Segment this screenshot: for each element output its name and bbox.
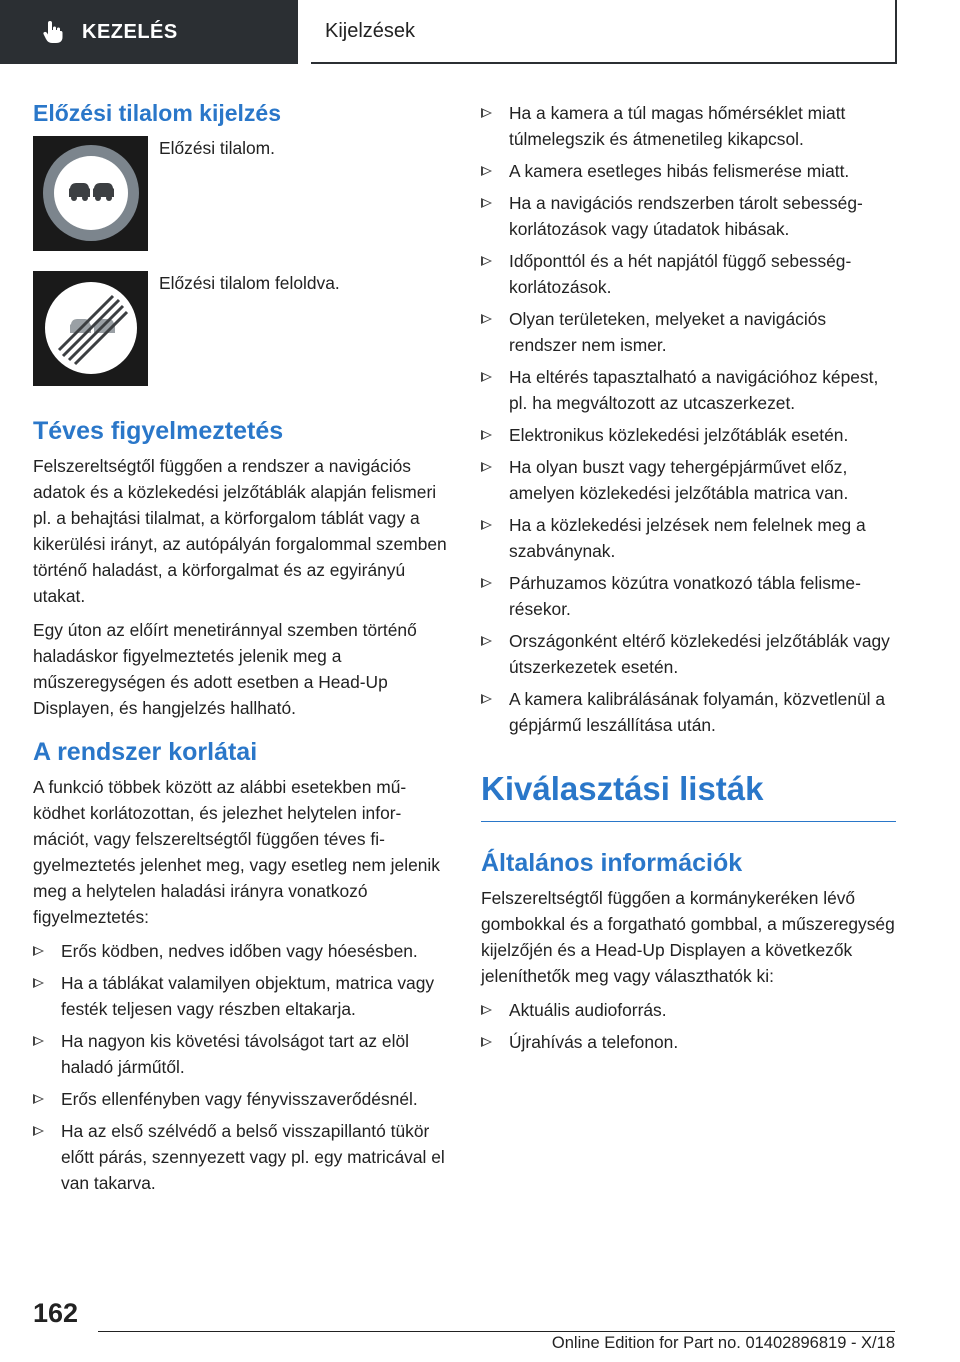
list-item-text: Ha az első szélvédő a belső visszapillantó tükör előtt párás, szennyezett vagy pl. egy matricával el van takarva. (61, 1121, 445, 1194)
list-item (481, 422, 896, 448)
footer-edition: Online Edition for Part no. 01402896819 - X/18 (551, 1334, 895, 1352)
bullet-triangle-icon (33, 978, 44, 988)
bullet-triangle-icon (481, 314, 492, 324)
bullet-triangle-icon (481, 108, 492, 118)
list-item (481, 248, 896, 300)
list-item-text: Párhuzamos közútra vonatkozó tábla felismerésekor. (509, 573, 861, 619)
list-item (481, 190, 896, 242)
chapter-heading-selection-lists: Kiválasztási listák (481, 770, 764, 807)
limits-list (33, 938, 448, 1196)
bullet-triangle-icon (33, 946, 44, 956)
bullet-triangle-icon (481, 372, 492, 382)
list-item (33, 938, 448, 964)
bullet-triangle-icon (481, 578, 492, 588)
list-item (481, 570, 896, 622)
list-item (481, 158, 896, 184)
list-item-text: Időponttól és a hét napjától függő sebességkorlátozások. (509, 251, 852, 297)
bullet-triangle-icon (481, 166, 492, 176)
bullet-triangle-icon (481, 636, 492, 646)
bullet-triangle-icon (481, 430, 492, 440)
no-overtaking-sign-icon (33, 136, 148, 251)
left-column (33, 100, 448, 1202)
paragraph: A funkció többek között az alábbi esetekben működhet korlátozottan, és jelezhet helytelen információt, vagy felszereltségtől függően téves figyelmeztetés jelenhet meg, vagy esetleg nem jelenik meg a helytelen haladási irányra vonatkozó figyelmeztetés: (33, 777, 440, 928)
list-item-text: Ha eltérés tapasztalható a navigációhoz képest, pl. ha megváltozott az utcaszerkezet. (509, 367, 879, 413)
paragraph: Egy úton az előírt menetiránnyal szemben történő haladáskor figyelmeztetés jelenik meg a műszeregységen és adott esetben a Head-Up Displayen, és hangjelzés hallható. (33, 619, 417, 718)
header-section-tab (0, 0, 298, 64)
paragraph: Felszereltségtől függően a kormánykeréken lévő gombokkal és a forgatható gombbal, a műszeregység kijelzőjén és a Head-Up Displayen a következők jeleníthetők meg vagy választhatók ki: (481, 888, 895, 987)
list-item (481, 997, 896, 1023)
section-title-false-warning: Téves figyelmeztetés (33, 416, 284, 445)
chapter-title: Kijelzések (325, 19, 416, 42)
list-item-text: Ha a navigációs rendszerben tárolt sebességkorlátozások vagy útadatok hibásak. (509, 193, 863, 239)
hand-pointer-icon (40, 19, 66, 45)
list-item-text: Országonként eltérő közlekedési jelzőtáblák vagy útszerkezetek esetén. (509, 631, 890, 677)
list-item-text: Elektronikus közlekedési jelzőtáblák esetén. (509, 425, 849, 445)
bullet-triangle-icon (33, 1126, 44, 1136)
list-item-text: A kamera esetleges hibás felismerése miatt. (509, 161, 850, 181)
limits-list-continued (481, 100, 896, 738)
list-item-text: Újrahívás a telefonon. (509, 1032, 679, 1053)
paragraph: Felszereltségtől függően a rendszer a navigációs adatok és a közlekedési jelzőtáblák alapján felismeri pl. a behajtási tilalmat, a körforgalom táblát vagy a kikerülési irányt, az autópályán forgalommal szemben történő haladást, a körforgalmat és az egyirányú utakat. (33, 455, 447, 606)
list-item-text: Erős ellenfényben vagy fényvisszaverődésnél. (61, 1089, 418, 1110)
list-item-text: Ha a kamera a túl magas hőmérséklet miatt túlmelegszik és átmenetileg kikapcsol. (509, 103, 846, 149)
list-item-text: Ha a közlekedési jelzések nem felelnek meg a szabványnak. (509, 515, 866, 561)
list-item-text: Aktuális audioforrás. (509, 1000, 667, 1021)
bullet-triangle-icon (481, 198, 492, 208)
bullet-triangle-icon (33, 1094, 44, 1104)
heading-divider (481, 821, 896, 822)
list-item (481, 1029, 896, 1055)
list-item-text: Ha a táblákat valamilyen objektum, matrica vagy festék teljesen vagy részben eltakarja. (61, 973, 435, 1020)
section-title-general-info: Általános információk (481, 848, 743, 877)
selection-items-list (481, 997, 896, 1055)
section-title-no-overtaking: Előzési tilalom kijelzés (33, 100, 281, 126)
bullet-triangle-icon (481, 1037, 492, 1047)
bullet-triangle-icon (481, 256, 492, 266)
list-item-text: Erős ködben, nedves időben vagy hóesésben. (61, 941, 418, 962)
section-title-system-limits: A rendszer korlátai (33, 737, 258, 766)
list-item (33, 1086, 448, 1112)
list-item-text: Ha nagyon kis követési távolságot tart az elöl haladó járműtől. (61, 1031, 409, 1078)
sign-caption: Előzési tilalom. (159, 137, 275, 158)
list-item (481, 512, 896, 564)
list-item (33, 1028, 448, 1080)
bullet-triangle-icon (481, 520, 492, 530)
list-item-text: Olyan területeken, melyeket a navigációs rendszer nem ismer. (509, 309, 827, 355)
bullet-triangle-icon (33, 1036, 44, 1046)
sign-row-end-no-overtaking (33, 271, 448, 386)
list-item-text: A kamera kalibrálásának folyamán, közvetlenül a gépjármű leszállítása után. (509, 689, 886, 735)
list-item (481, 364, 896, 416)
list-item (481, 306, 896, 358)
sign-row-no-overtaking (33, 136, 448, 251)
footer-divider (98, 1331, 895, 1332)
header-chapter (311, 0, 897, 64)
right-column (481, 100, 896, 1061)
list-item (481, 100, 896, 152)
bullet-triangle-icon (481, 694, 492, 704)
list-item (481, 628, 896, 680)
list-item (481, 454, 896, 506)
section-label: KEZELÉS (82, 20, 178, 43)
page-number: 162 (33, 1298, 79, 1328)
sign-caption: Előzési tilalom feloldva. (159, 272, 340, 293)
list-item (33, 1118, 448, 1196)
list-item (33, 970, 448, 1022)
end-of-no-overtaking-sign-icon (33, 271, 148, 386)
bullet-triangle-icon (481, 1005, 492, 1015)
list-item (481, 686, 896, 738)
bullet-triangle-icon (481, 462, 492, 472)
list-item-text: Ha olyan buszt vagy tehergépjárművet előz, amelyen közlekedési jelzőtábla matrica van. (509, 457, 849, 503)
